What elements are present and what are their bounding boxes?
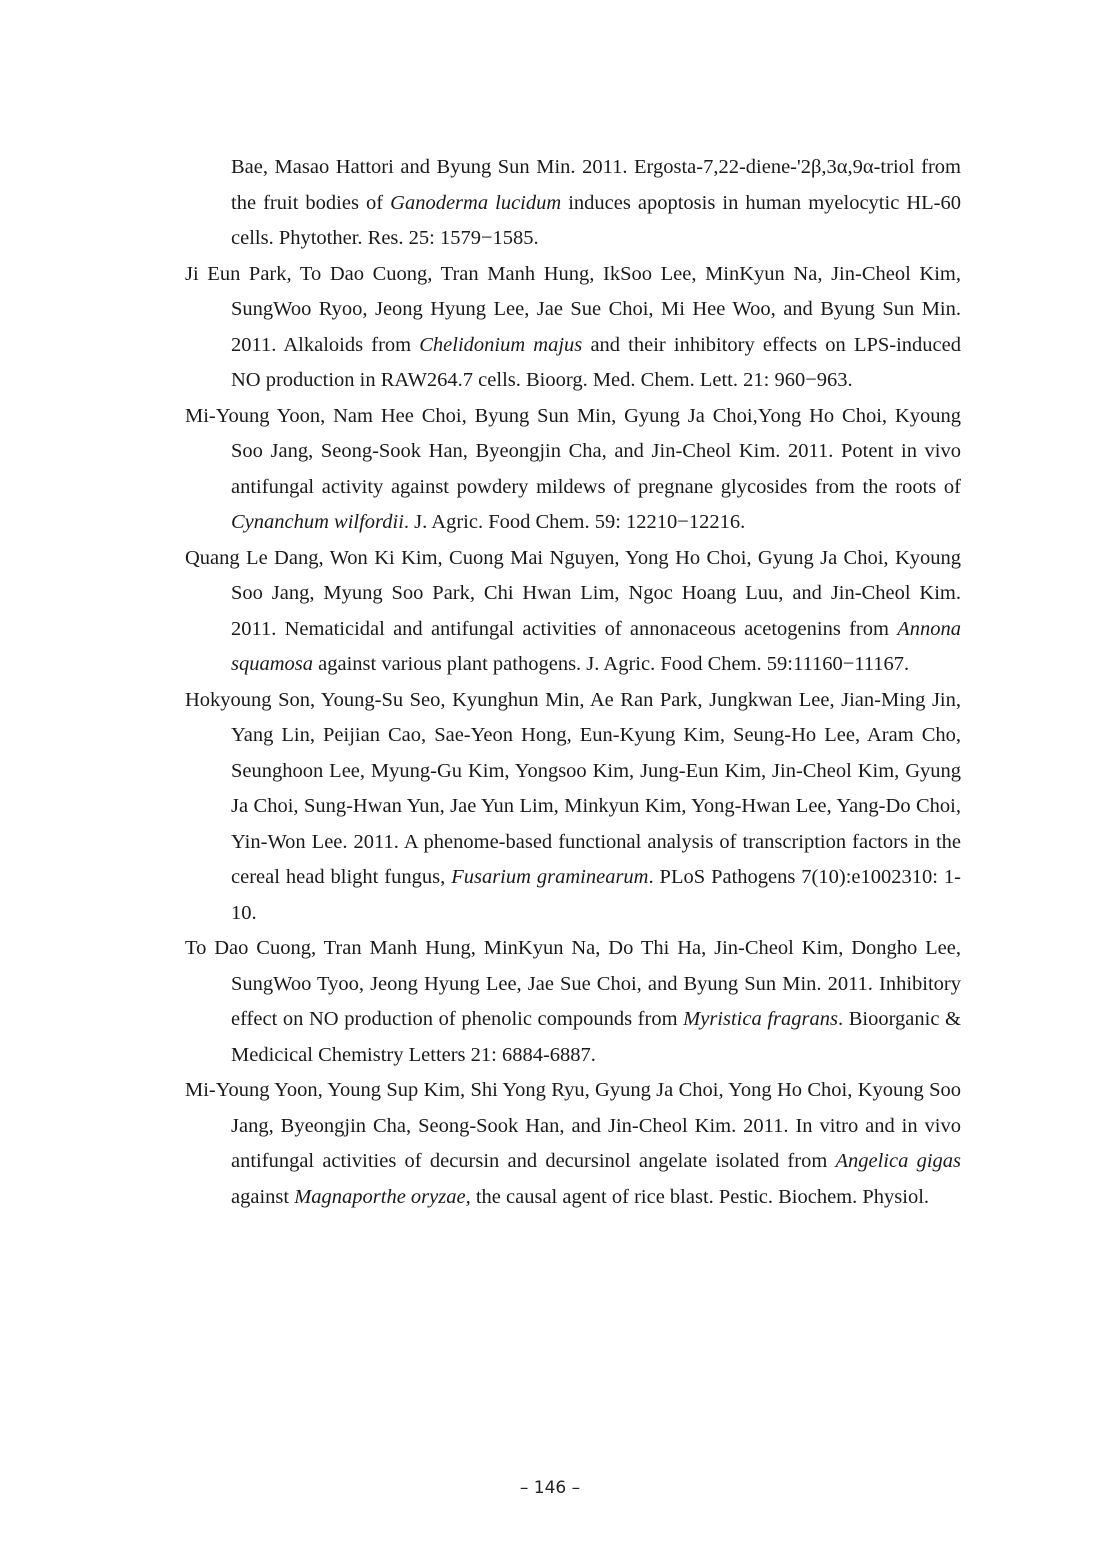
- reference-text: Mi-Young Yoon, Young Sup Kim, Shi Yong Ryu, Gyung Ja Choi, Yong Ho Choi, Kyoung Soo Jang, Byeongjin Cha, Seong-Sook Han, and Jin-Cheol Kim. 2011. In vitro and in vivo antifungal activities of decursin and decursinol angelate isolated from: [185, 1079, 961, 1172]
- species-name: Fusarium graminearum: [451, 866, 649, 888]
- reference-text: against various plant pathogens. J. Agric. Food Chem. 59:11160−11167.: [313, 653, 910, 675]
- reference-text: the causal agent of rice blast. Pestic. Biochem. Physiol.: [470, 1185, 930, 1208]
- reference-entry: [185, 399, 961, 541]
- reference-text: and their inhibitory effects on LPS-induced NO production in RAW264.7 cells. Bioorg. Med. Chem. Lett. 21: 960−963.: [231, 333, 961, 391]
- reference-list: [185, 150, 961, 1215]
- reference-entry: [185, 150, 961, 257]
- reference-text: Bae, Masao Hattori and Byung Sun Min. 2011. Ergosta-7,22-diene-'2β,3α,9α-triol from the fruit bodies of: [231, 156, 961, 214]
- reference-text: . J. Agric. Food Chem. 59: 12210−12216.: [403, 511, 746, 533]
- species-name: Magnaporthe oryzae,: [294, 1185, 471, 1208]
- species-name: Annona squamosa: [231, 617, 961, 675]
- species-name: Cynanchum wilfordii: [231, 511, 404, 533]
- reference-text: To Dao Cuong, Tran Manh Hung, MinKyun Na, Do Thi Ha, Jin-Cheol Kim, Dongho Lee, SungWoo Tyoo, Jeong Hyung Lee, Jae Sue Choi, and Byung Sun Min. 2011. Inhibitory effect on NO production of phenolic compounds from: [185, 937, 961, 1030]
- reference-text: against: [231, 1185, 295, 1208]
- reference-entry: [185, 541, 961, 683]
- reference-entry: [185, 931, 961, 1073]
- reference-text: Hokyoung Son, Young-Su Seo, Kyunghun Min, Ae Ran Park, Jungkwan Lee, Jian-Ming Jin, Yang Lin, Peijian Cao, Sae-Yeon Hong, Eun-Kyung Kim, Seung-Ho Lee, Aram Cho, Seunghoon Lee, Myung-Gu Kim, Yongsoo Kim, Jung-Eun Kim, Jin-Cheol Kim, Gyung Ja Choi, Sung-Hwan Yun, Jae Yun Lim, Minkyun Kim, Yong-Hwan Lee, Yang-Do Choi, Yin-Won Lee. 2011. A phenome-based functional analysis of transcription factors in the cereal head blight fungus,: [185, 688, 961, 888]
- reference-text: Mi-Young Yoon, Nam Hee Choi, Byung Sun Min, Gyung Ja Choi,Yong Ho Choi, Kyoung Soo Jang, Seong-Sook Han, Byeongjin Cha, and Jin-Cheol Kim. 2011. Potent in vivo antifungal activity against powdery mildews of pregnane glycosides from the roots of: [185, 404, 961, 498]
- reference-text: . Bioorganic & Medicical Chemistry Letters 21: 6884-6887.: [231, 1008, 961, 1066]
- reference-entry: [185, 1073, 961, 1215]
- species-name: Angelica gigas: [835, 1150, 961, 1172]
- reference-entry: [185, 683, 961, 932]
- reference-entry: [185, 257, 961, 399]
- species-name: Myristica fragrans: [683, 1008, 838, 1030]
- page-number: – 146 –: [519, 1478, 581, 1498]
- species-name: Chelidonium majus: [419, 333, 583, 356]
- species-name: Ganoderma lucidum: [390, 191, 562, 214]
- reference-text: induces apoptosis in human myelocytic HL-60 cells. Phytother. Res. 25: 1579−1585.: [231, 191, 961, 249]
- reference-text: . PLoS Pathogens 7(10):e1002310: 1-10.: [231, 866, 961, 924]
- reference-text: Quang Le Dang, Won Ki Kim, Cuong Mai Nguyen, Yong Ho Choi, Gyung Ja Choi, Kyoung Soo Jang, Myung Soo Park, Chi Hwan Lim, Ngoc Hoang Luu, and Jin-Cheol Kim. 2011. Nematicidal and antifungal activities of annonaceous acetogenins from: [185, 546, 961, 640]
- reference-text: Ji Eun Park, To Dao Cuong, Tran Manh Hung, IkSoo Lee, MinKyun Na, Jin-Cheol Kim, SungWoo Ryoo, Jeong Hyung Lee, Jae Sue Choi, Mi Hee Woo, and Byung Sun Min. 2011. Alkaloids from: [185, 262, 961, 356]
